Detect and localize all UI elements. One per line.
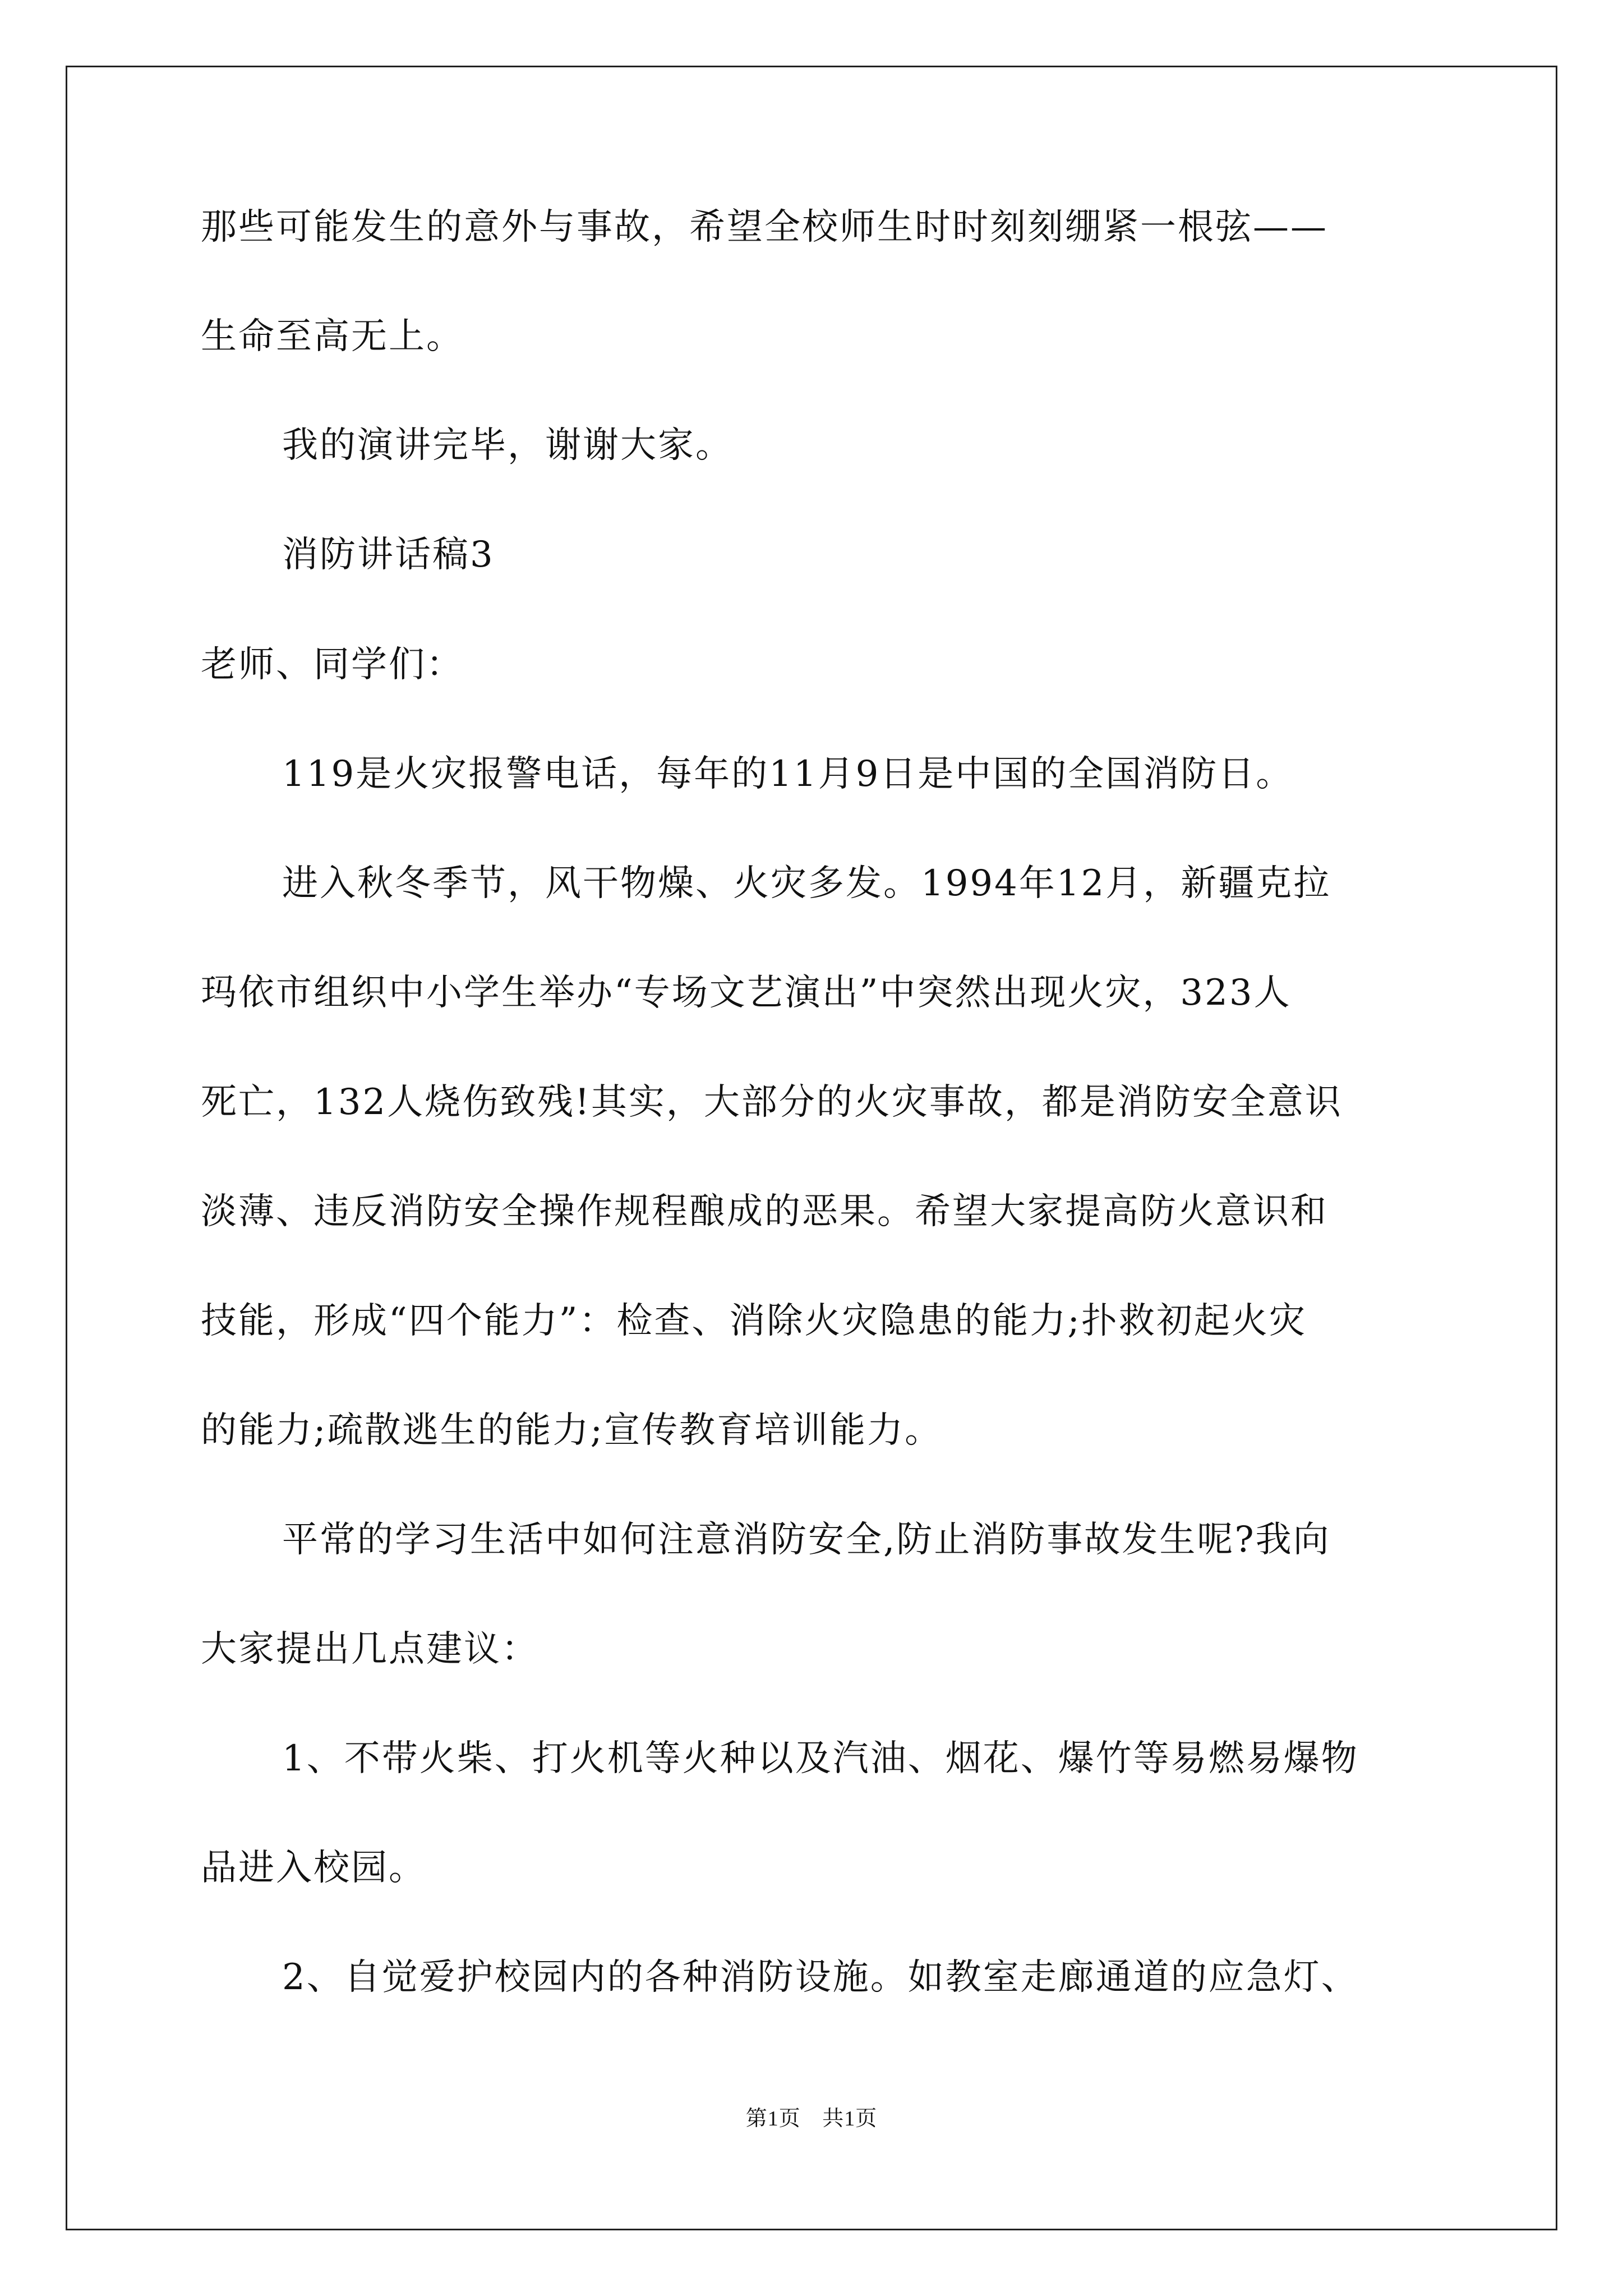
text-line: 那些可能发生的意外与事故，希望全校师生时时刻刻绷紧一根弦—— xyxy=(201,206,1328,248)
text-line: 1、不带火柴、打火机等火种以及汽油、烟花、爆竹等易燃易爆物 xyxy=(282,1738,1359,1779)
text-line: 2、自觉爱护校园内的各种消防设施。如教室走廊通道的应急灯、 xyxy=(282,1957,1359,1998)
text-line: 平常的学习生活中如何注意消防安全,防止消防事故发生呢?我向 xyxy=(282,1519,1331,1561)
text-line: 死亡，132人烧伤致残!其实，大部分的火灾事故，都是消防安全意识 xyxy=(201,1082,1343,1123)
text-line: 我的演讲完毕，谢谢大家。 xyxy=(282,425,733,466)
page-footer xyxy=(0,2101,1623,2132)
text-line: 大家提出几点建议： xyxy=(201,1628,539,1670)
text-line: 的能力;疏散逃生的能力;宣传教育培训能力。 xyxy=(201,1410,943,1451)
text-line: 品进入校园。 xyxy=(201,1847,426,1889)
salutation: 老师、同学们： xyxy=(201,644,464,685)
text-line: 119是火灾报警电话，每年的11月9日是中国的全国消防日。 xyxy=(282,753,1294,795)
text-line: 技能，形成“四个能力”：检查、消除火灾隐患的能力;扑救初起火灾 xyxy=(201,1300,1307,1342)
section-heading: 消防讲话稿3 xyxy=(282,534,495,576)
text-line: 淡薄、违反消防安全操作规程酿成的恶果。希望大家提高防火意识和 xyxy=(201,1191,1328,1232)
text-line: 进入秋冬季节，风干物燥、火灾多发。1994年12月，新疆克拉 xyxy=(282,863,1331,904)
page-number: 第1页 xyxy=(745,2107,801,2131)
page-border xyxy=(66,66,1557,2230)
text-line: 玛依市组织中小学生举办“专场文艺演出”中突然出现火灾，323人 xyxy=(201,972,1292,1014)
text-line: 生命至高无上。 xyxy=(201,316,464,357)
page-total: 共1页 xyxy=(822,2107,878,2131)
